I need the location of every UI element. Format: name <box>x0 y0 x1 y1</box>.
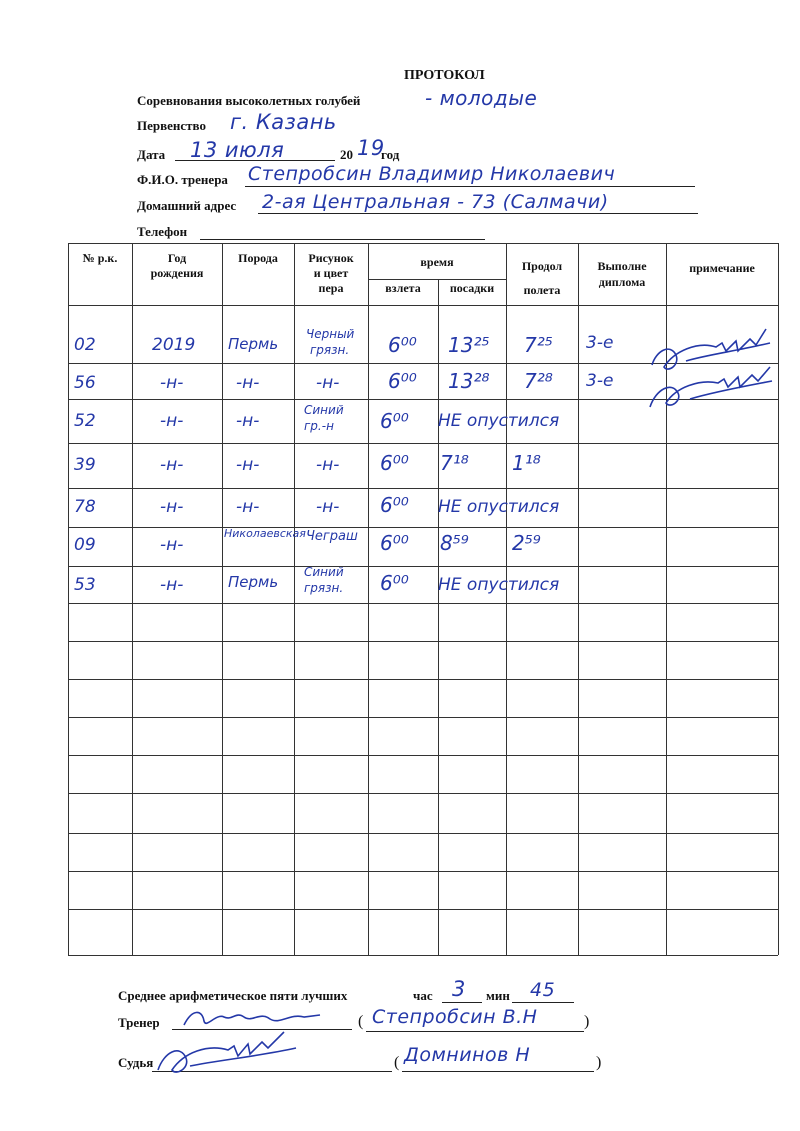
row-4-takeoff: 6⁰⁰ <box>380 451 409 475</box>
row-line <box>68 755 778 756</box>
header-landing: посадки <box>449 281 495 295</box>
row-1-landing: 13²⁵ <box>448 333 490 357</box>
judge-signature <box>150 1030 300 1082</box>
col-divider <box>506 243 507 955</box>
col-divider <box>438 279 439 955</box>
judge-printed-name: Домнинов Н <box>404 1044 531 1066</box>
trainer-paren-open: ( <box>358 1013 364 1030</box>
row-3-ring: 52 <box>74 411 96 431</box>
row-1-takeoff: 6⁰⁰ <box>388 333 417 357</box>
note-signature-row-1 <box>646 321 776 411</box>
header-pattern-line3: пера <box>318 281 344 295</box>
minute-value: 45 <box>530 979 556 1001</box>
time-subheader-line <box>368 279 506 280</box>
hour-label: час <box>413 988 433 1003</box>
row-7-color-line1: Синий <box>304 565 344 579</box>
row-7-breed: Пермь <box>228 573 279 591</box>
header-pattern-line1: Рисунок <box>308 251 354 265</box>
row-2-landing: 13²⁸ <box>448 369 490 393</box>
row-line <box>68 833 778 834</box>
hour-underline <box>442 1002 482 1003</box>
trainer-printed-name: Степробсин В.Н <box>372 1006 538 1028</box>
header-year-line1: Год <box>167 251 187 265</box>
col-divider <box>222 243 223 955</box>
average-label: Среднее арифметическое пяти лучших <box>118 988 348 1003</box>
row-7-landing: НЕ опустился <box>438 575 560 595</box>
row-1-breed: Пермь <box>228 335 279 353</box>
row-6-takeoff: 6⁰⁰ <box>380 531 409 555</box>
row-2-ring: 56 <box>74 373 96 393</box>
trainer-name-underline <box>245 186 695 187</box>
row-line <box>68 603 778 604</box>
phone-label: Телефон <box>137 224 188 239</box>
row-4-landing: 7¹⁸ <box>440 451 469 475</box>
table-border-left <box>68 243 69 955</box>
row-6-ring: 09 <box>74 535 96 555</box>
trainer-paren-close: ) <box>584 1013 590 1030</box>
row-3-year: -н- <box>160 411 184 431</box>
header-ring: № р.к. <box>82 251 118 265</box>
header-note: примечание <box>689 261 755 275</box>
row-1-year: 2019 <box>152 335 196 355</box>
row-2-color-line1: -н- <box>316 373 340 393</box>
row-line <box>68 793 778 794</box>
row-5-ring: 78 <box>74 497 96 517</box>
year-suffix: год <box>381 147 400 162</box>
competition-value: - молодые <box>425 86 538 110</box>
header-duration-line2: полета <box>523 283 561 297</box>
header-takeoff: взлета <box>385 281 421 295</box>
row-6-duration: 2⁵⁹ <box>512 531 541 555</box>
row-3-breed: -н- <box>236 411 260 431</box>
date-value: 13 июля <box>190 138 285 162</box>
row-3-takeoff: 6⁰⁰ <box>380 409 409 433</box>
row-3-color-line2: гр.-н <box>304 419 334 433</box>
row-4-year: -н- <box>160 455 184 475</box>
judge-paren-open: ( <box>394 1054 400 1071</box>
row-2-duration: 7²⁸ <box>524 369 553 393</box>
row-1-ring: 02 <box>74 335 96 355</box>
row-7-year: -н- <box>160 575 184 595</box>
address-value: 2-ая Центральная - 73 (Салмачи) <box>262 191 609 213</box>
row-7-color-line2: грязн. <box>304 581 344 595</box>
row-line <box>68 527 778 528</box>
header-bottom-line <box>68 305 778 306</box>
championship-value: г. Казань <box>230 110 337 134</box>
row-1-duration: 7²⁵ <box>524 333 553 357</box>
row-4-color-line1: -н- <box>316 455 340 475</box>
page-title: ПРОТОКОЛ <box>404 68 485 83</box>
championship-label: Первенство <box>137 118 206 133</box>
header-diploma-line1: Выполне <box>597 259 647 273</box>
row-5-breed: -н- <box>236 497 260 517</box>
col-divider <box>294 243 295 955</box>
row-line <box>68 443 778 444</box>
judge-paren-close: ) <box>596 1054 602 1071</box>
header-duration-line1: Продол <box>521 259 563 273</box>
row-5-landing: НЕ опустился <box>438 497 560 517</box>
row-3-color-line1: Синий <box>304 403 344 417</box>
header-breed: Порода <box>238 251 278 265</box>
results-table <box>68 243 778 955</box>
row-1-color-line2: грязн. <box>310 343 350 357</box>
row-2-takeoff: 6⁰⁰ <box>388 369 417 393</box>
header-pattern-line2: и цвет <box>313 266 349 280</box>
header-diploma-line2: диплома <box>598 275 646 289</box>
trainer-name-value: Степробсин Владимир Николаевич <box>248 163 616 185</box>
row-7-takeoff: 6⁰⁰ <box>380 571 409 595</box>
row-2-year: -н- <box>160 373 184 393</box>
header-time: время <box>420 255 454 269</box>
row-4-breed: -н- <box>236 455 260 475</box>
row-7-ring: 53 <box>74 575 96 595</box>
judge-label: Судья <box>118 1055 154 1070</box>
row-6-landing: 8⁵⁹ <box>440 531 469 555</box>
minute-underline <box>512 1002 574 1003</box>
header-year-line2: рождения <box>150 266 204 280</box>
row-3-landing: НЕ опустился <box>438 411 560 431</box>
row-6-breed: Николаевская <box>224 527 306 540</box>
row-4-duration: 1¹⁸ <box>512 451 541 475</box>
footer-trainer-label: Тренер <box>118 1015 160 1030</box>
hour-value: 3 <box>452 977 466 1001</box>
judge-name-underline <box>402 1071 594 1072</box>
year-prefix: 20 <box>340 147 353 162</box>
row-line <box>68 871 778 872</box>
row-1-color-line1: Черный <box>306 327 355 341</box>
row-6-year: -н- <box>160 535 184 555</box>
competition-label: Соревнования высоколетных голубей <box>137 93 361 108</box>
row-2-diploma: 3-е <box>586 371 614 391</box>
row-line <box>68 488 778 489</box>
year-value: 19 <box>357 136 385 160</box>
row-line <box>68 679 778 680</box>
table-border-bottom <box>68 955 778 956</box>
date-label: Дата <box>137 147 166 162</box>
trainer-signature <box>180 1003 330 1033</box>
row-line <box>68 641 778 642</box>
row-6-color-line1: Чеграш <box>306 529 358 544</box>
minute-label: мин <box>486 988 510 1003</box>
row-5-takeoff: 6⁰⁰ <box>380 493 409 517</box>
row-1-diploma: 3-е <box>586 333 614 353</box>
row-line <box>68 909 778 910</box>
row-line <box>68 717 778 718</box>
trainer-name-underline <box>366 1031 584 1032</box>
row-4-ring: 39 <box>74 455 96 475</box>
address-label: Домашний адрес <box>137 198 237 213</box>
row-2-breed: -н- <box>236 373 260 393</box>
col-divider <box>578 243 579 955</box>
col-divider <box>132 243 133 955</box>
row-line <box>68 566 778 567</box>
table-border-top <box>68 243 778 244</box>
row-5-color-line1: -н- <box>316 497 340 517</box>
trainer-name-label: Ф.И.О. тренера <box>137 172 228 187</box>
table-border-right <box>778 243 779 955</box>
phone-underline <box>200 239 485 240</box>
col-divider <box>368 243 369 955</box>
row-5-year: -н- <box>160 497 184 517</box>
address-underline <box>258 213 698 214</box>
